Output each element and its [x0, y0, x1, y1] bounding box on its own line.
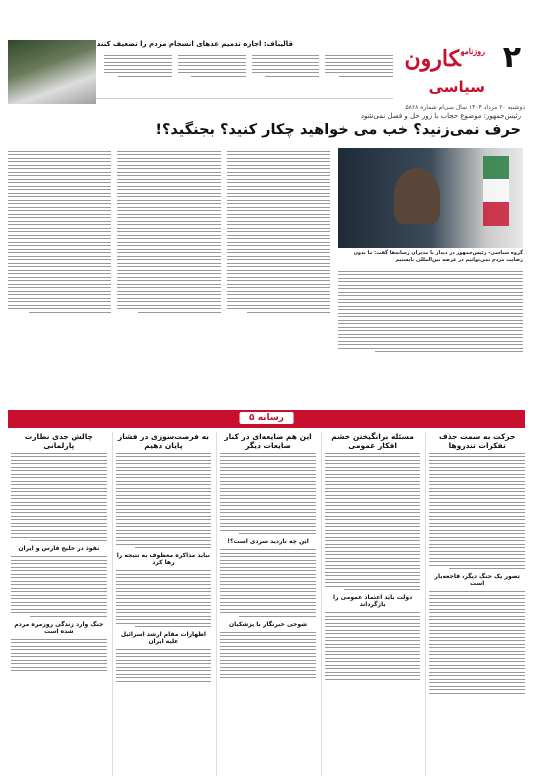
column-4-subhead: نباید مذاکره معطوف به نتیجه را رها کرد [116, 552, 211, 566]
brand-tag: روزنامه [460, 46, 485, 56]
column-3 [216, 432, 316, 776]
column-1-headline[interactable]: حرکت به سمت حذف تفکرات تندروها [439, 432, 516, 450]
column-3-headline[interactable]: این هم ضایعه‌ای در کنار ضایعات دیگر [224, 432, 312, 450]
column-2-headline[interactable]: مسئله برانگیختن خشم افکار عمومی [331, 432, 414, 450]
bottom-columns [8, 432, 525, 776]
column-1 [425, 432, 525, 776]
dateline: دوشنبه ۲۰ مرداد ۱۴۰۴ سال سی‌ام شماره ۵۸۶۸ [405, 104, 525, 111]
column-4 [112, 432, 212, 776]
column-3-subhead-2: شوخی خبرنگار با پزشکیان [229, 620, 307, 628]
strip-label: رسانه ۵ [239, 412, 294, 424]
lead-photo-caption: گروه سیاسی- رئیس‌جمهور در دیدار با مدیران رسانه‌ها گفت: ما بدون رضایت مردم نمی‌توانیم در عرصه بین‌المللی بایستیم [353, 250, 523, 263]
brand-logo [405, 46, 486, 72]
column-4-headline[interactable]: به فرصت‌سوزی در فشار پایان دهیم [117, 432, 209, 450]
speaker-figure [394, 168, 440, 224]
column-4-subhead-2: اظهارات مقام ارشد اسرائیل علیه ایران [120, 631, 206, 645]
column-5-subhead: نفوذ در خلیج فارس و ایران [18, 545, 100, 552]
top-story-headline[interactable]: قالیباف: اجازه تدمیم عدهای انسجام مردم را تضعیف کنند [96, 40, 293, 48]
column-5-headline[interactable]: چالش جدی نظارت پارلمانی [24, 432, 93, 450]
column-2 [321, 432, 421, 776]
masthead [397, 40, 521, 102]
lead-body [8, 148, 330, 403]
lead-photo [338, 148, 523, 248]
column-5 [8, 432, 107, 776]
column-3-subhead: این چه ناردید سردی است؟! [227, 538, 309, 545]
lead-body-right [338, 268, 523, 406]
media-strip [8, 410, 525, 428]
top-story-photo [8, 40, 96, 104]
column-1-subhead: تصور یک جنگ دیگر، فاجعه‌بار است [434, 573, 520, 587]
section-title: سیاسی [428, 78, 485, 96]
column-2-subhead: دولت باید اعتماد عمومی را بازگرداند [333, 594, 413, 608]
lead-headline[interactable]: حرف نمی‌زنید؟ خب می خواهید چکار کنید؟ بجنگید؟! [155, 122, 521, 138]
flag-shape [483, 156, 509, 226]
top-story-body [104, 52, 393, 100]
brand-name: کارون [404, 46, 461, 72]
page-number: ۲ [502, 40, 521, 75]
top-story [8, 40, 393, 99]
column-5-subhead-2: جنگ وارد زندگی روزمره مردم شده است [14, 620, 104, 635]
lead-kicker: رئیس‌جمهور: موضوع حجاب با زور حل و فصل نمی‌شود [360, 112, 521, 120]
